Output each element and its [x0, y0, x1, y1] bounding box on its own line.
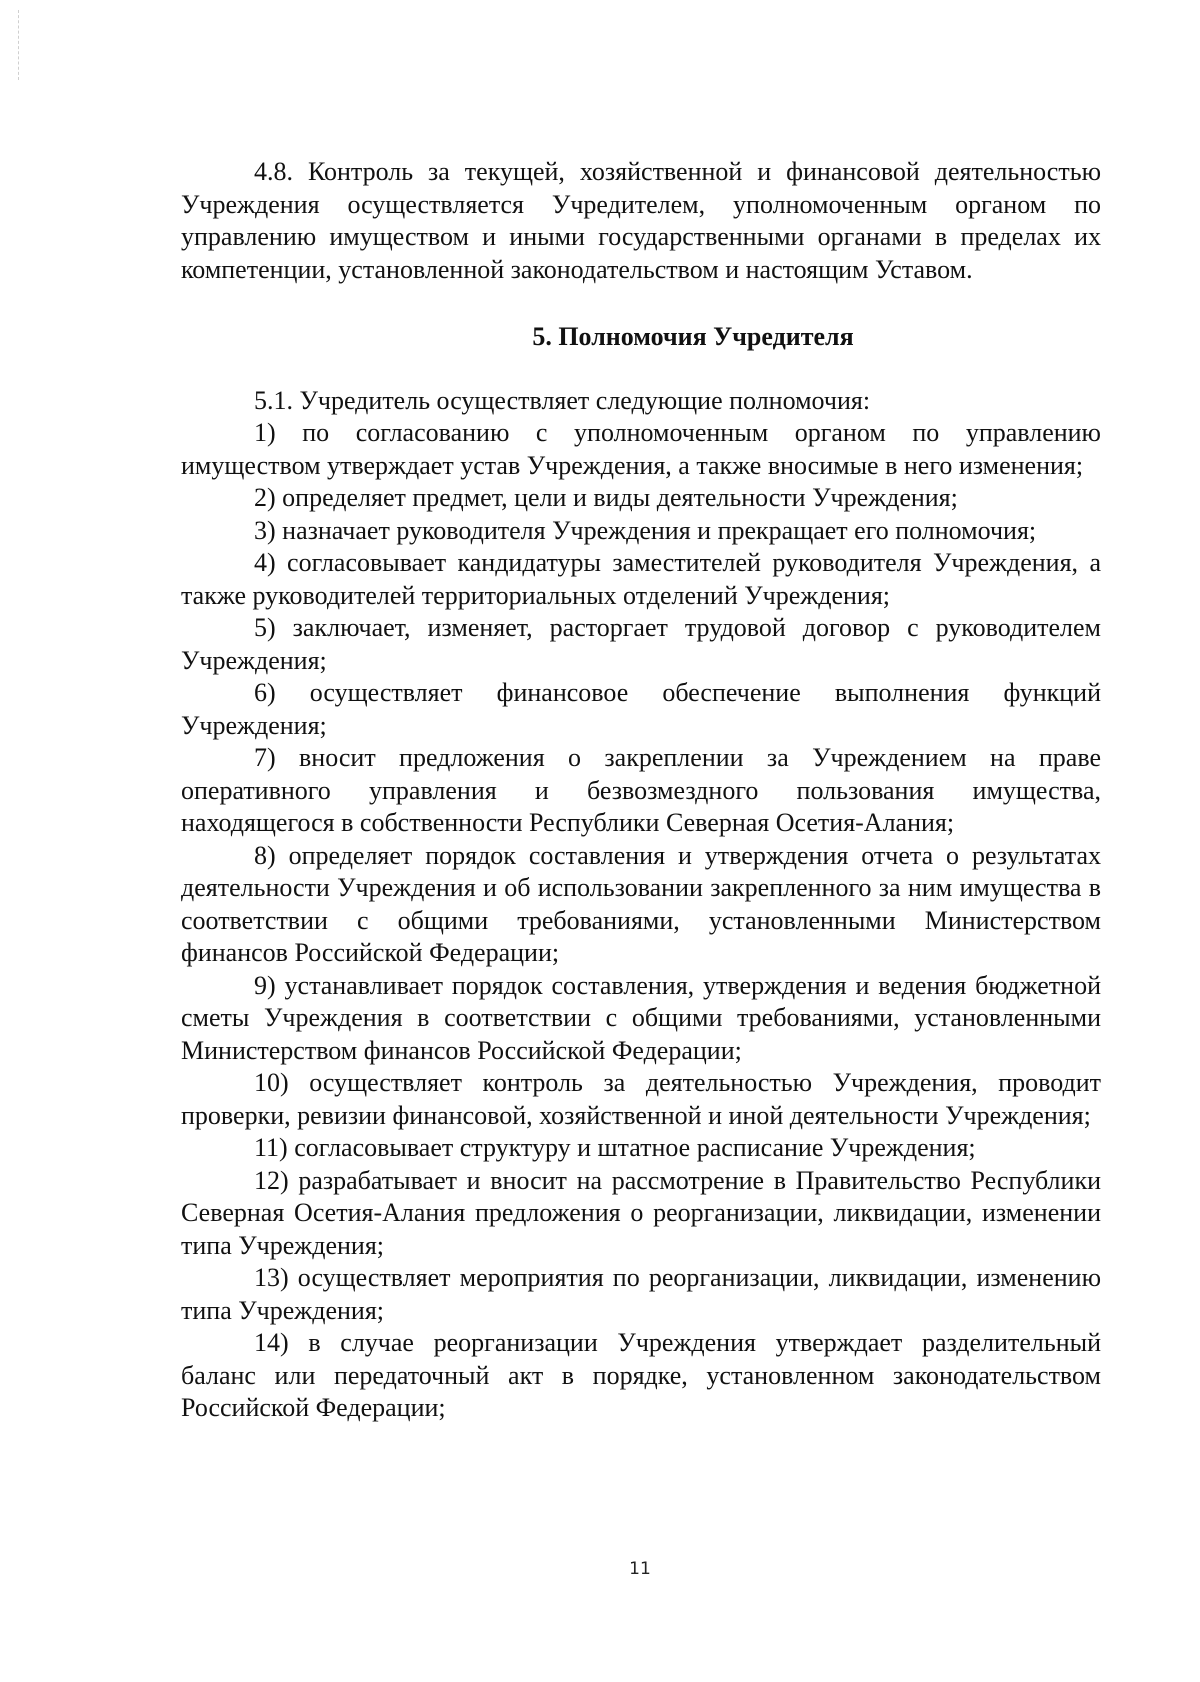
list-item: 6) осуществляет финансовое обеспечение выполнения функций Учреждения; — [181, 678, 1101, 740]
list-item: 9) устанавливает порядок составления, утверждения и ведения бюджетной сметы Учреждения в соответствии с общими требованиями, установленными Министерством финансов Российской Федерации; — [181, 970, 1101, 1065]
page-number: 11 — [629, 1559, 651, 1579]
document-body — [181, 156, 1101, 1425]
list-item: 8) определяет порядок составления и утверждения отчета о результатах деятельности Учреждения и об использовании закрепленного за ним имущества в соответствии с общими требованиями, установленными Министерством финансов Российской Федерации; — [181, 840, 1101, 967]
paragraph-4-8: 4.8. Контроль за текущей, хозяйственной и финансовой деятельностью Учреждения осуществляется Учредителем, уполномоченным органом по управлению имуществом и иными государственными органами в пределах их компетенции, установленной законодательством и настоящим Уставом. — [181, 157, 1101, 284]
list-item: 3) назначает руководителя Учреждения и прекращает его полномочия; — [254, 515, 1037, 545]
list-item: 1) по согласованию с уполномоченным органом по управлению имуществом утверждает устав Учреждения, а также вносимые в него изменения; — [181, 418, 1101, 480]
list-item: 14) в случае реорганизации Учреждения утверждает разделительный баланс или передаточный акт в порядке, установленном законодательством Российской Федерации; — [181, 1328, 1101, 1422]
list-item: 11) согласовывает структуру и штатное расписание Учреждения; — [254, 1133, 976, 1162]
list-item: 12) разрабатывает и вносит на рассмотрение в Правительство Республики Северная Осетия-Алания предложения о реорганизации, ликвидации, изменении типа Учреждения; — [181, 1165, 1101, 1260]
list-item: 7) вносит предложения о закреплении за Учреждением на праве оперативного управления и безвозмездного пользования имущества, находящегося в собственности Республики Северная Осетия-Алания; — [181, 743, 1101, 837]
scan-edge-marks — [18, 10, 20, 80]
list-item: 13) осуществляет мероприятия по реорганизации, ликвидации, изменению типа Учреждения; — [181, 1263, 1101, 1325]
section-heading: 5. Полномочия Учредителя — [532, 322, 854, 351]
list-item: 5) заключает, изменяет, расторгает трудовой договор с руководителем Учреждения; — [181, 613, 1101, 675]
paragraph-5-1: 5.1. Учредитель осуществляет следующие полномочия: — [254, 385, 871, 415]
list-item: 10) осуществляет контроль за деятельностью Учреждения, проводит проверки, ревизии финансовой, хозяйственной и иной деятельности Учреждения; — [181, 1068, 1101, 1130]
list-item: 2) определяет предмет, цели и виды деятельности Учреждения; — [254, 483, 958, 512]
list-item: 4) согласовывает кандидатуры заместителей руководителя Учреждения, а также руководителей территориальных отделений Учреждения; — [181, 548, 1101, 610]
